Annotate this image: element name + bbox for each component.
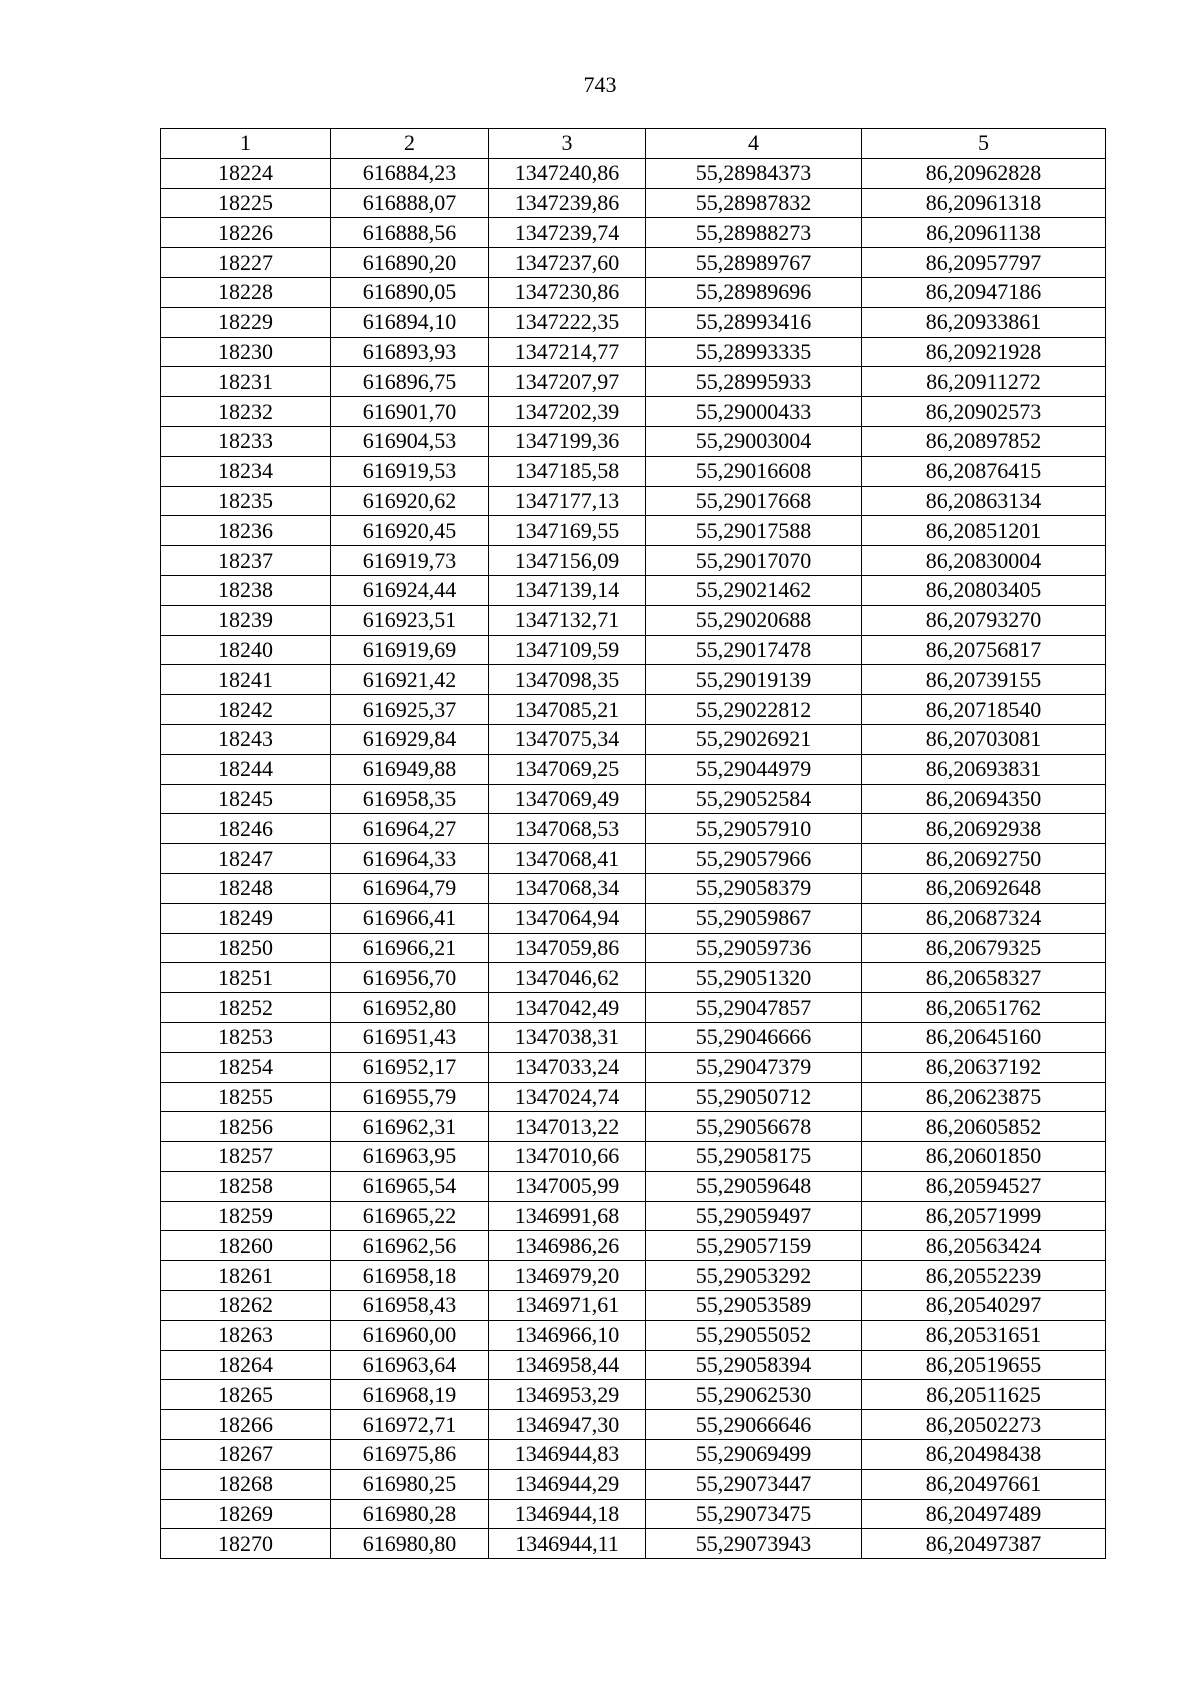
cell-point-number: 18226 xyxy=(161,218,331,248)
cell-longitude: 86,20718540 xyxy=(862,695,1106,725)
cell-latitude: 55,29059648 xyxy=(646,1171,862,1201)
cell-y-coordinate: 1347013,22 xyxy=(489,1112,646,1142)
cell-latitude: 55,29058175 xyxy=(646,1142,862,1172)
cell-x-coordinate: 616920,45 xyxy=(331,516,489,546)
table-row xyxy=(161,397,1106,427)
cell-point-number: 18258 xyxy=(161,1171,331,1201)
cell-x-coordinate: 616956,70 xyxy=(331,963,489,993)
cell-latitude: 55,29057966 xyxy=(646,844,862,874)
table-row xyxy=(161,426,1106,456)
table-row xyxy=(161,724,1106,754)
cell-latitude: 55,29047379 xyxy=(646,1052,862,1082)
cell-point-number: 18234 xyxy=(161,456,331,486)
cell-y-coordinate: 1347098,35 xyxy=(489,665,646,695)
cell-longitude: 86,20947186 xyxy=(862,277,1106,307)
cell-latitude: 55,29022812 xyxy=(646,695,862,725)
header-row xyxy=(161,129,1106,159)
table-row xyxy=(161,516,1106,546)
cell-y-coordinate: 1347202,39 xyxy=(489,397,646,427)
table-row xyxy=(161,605,1106,635)
cell-point-number: 18229 xyxy=(161,307,331,337)
cell-longitude: 86,20692750 xyxy=(862,844,1106,874)
cell-latitude: 55,28993335 xyxy=(646,337,862,367)
cell-latitude: 55,29020688 xyxy=(646,605,862,635)
cell-y-coordinate: 1347068,53 xyxy=(489,814,646,844)
cell-longitude: 86,20502273 xyxy=(862,1410,1106,1440)
table-row xyxy=(161,1469,1106,1499)
table-body xyxy=(161,158,1106,1558)
cell-y-coordinate: 1347230,86 xyxy=(489,277,646,307)
cell-point-number: 18259 xyxy=(161,1201,331,1231)
cell-point-number: 18250 xyxy=(161,933,331,963)
cell-x-coordinate: 616923,51 xyxy=(331,605,489,635)
cell-longitude: 86,20961138 xyxy=(862,218,1106,248)
cell-point-number: 18236 xyxy=(161,516,331,546)
cell-longitude: 86,20897852 xyxy=(862,426,1106,456)
cell-point-number: 18270 xyxy=(161,1529,331,1559)
cell-x-coordinate: 616975,86 xyxy=(331,1440,489,1470)
cell-y-coordinate: 1347222,35 xyxy=(489,307,646,337)
cell-longitude: 86,20540297 xyxy=(862,1291,1106,1321)
table-row xyxy=(161,873,1106,903)
cell-y-coordinate: 1347239,86 xyxy=(489,188,646,218)
cell-longitude: 86,20601850 xyxy=(862,1142,1106,1172)
cell-latitude: 55,29073475 xyxy=(646,1499,862,1529)
cell-y-coordinate: 1347132,71 xyxy=(489,605,646,635)
cell-y-coordinate: 1347038,31 xyxy=(489,1022,646,1052)
cell-x-coordinate: 616960,00 xyxy=(331,1320,489,1350)
cell-x-coordinate: 616952,80 xyxy=(331,993,489,1023)
cell-y-coordinate: 1347024,74 xyxy=(489,1082,646,1112)
cell-y-coordinate: 1347010,66 xyxy=(489,1142,646,1172)
cell-point-number: 18239 xyxy=(161,605,331,635)
cell-x-coordinate: 616890,20 xyxy=(331,248,489,278)
cell-longitude: 86,20902573 xyxy=(862,397,1106,427)
cell-longitude: 86,20921928 xyxy=(862,337,1106,367)
cell-longitude: 86,20679325 xyxy=(862,933,1106,963)
cell-point-number: 18253 xyxy=(161,1022,331,1052)
cell-longitude: 86,20511625 xyxy=(862,1380,1106,1410)
cell-y-coordinate: 1346953,29 xyxy=(489,1380,646,1410)
table-row xyxy=(161,1380,1106,1410)
table-row xyxy=(161,575,1106,605)
table-row xyxy=(161,1112,1106,1142)
cell-latitude: 55,29017588 xyxy=(646,516,862,546)
cell-latitude: 55,29053589 xyxy=(646,1291,862,1321)
cell-point-number: 18267 xyxy=(161,1440,331,1470)
cell-y-coordinate: 1346979,20 xyxy=(489,1261,646,1291)
cell-y-coordinate: 1346944,11 xyxy=(489,1529,646,1559)
cell-point-number: 18256 xyxy=(161,1112,331,1142)
cell-x-coordinate: 616963,95 xyxy=(331,1142,489,1172)
table-row xyxy=(161,486,1106,516)
cell-x-coordinate: 616901,70 xyxy=(331,397,489,427)
cell-y-coordinate: 1346966,10 xyxy=(489,1320,646,1350)
table-row xyxy=(161,963,1106,993)
cell-x-coordinate: 616966,41 xyxy=(331,903,489,933)
cell-point-number: 18237 xyxy=(161,546,331,576)
cell-x-coordinate: 616921,42 xyxy=(331,665,489,695)
cell-x-coordinate: 616890,05 xyxy=(331,277,489,307)
cell-y-coordinate: 1347069,25 xyxy=(489,754,646,784)
table-row xyxy=(161,1320,1106,1350)
cell-longitude: 86,20687324 xyxy=(862,903,1106,933)
cell-y-coordinate: 1347177,13 xyxy=(489,486,646,516)
cell-point-number: 18231 xyxy=(161,367,331,397)
cell-longitude: 86,20911272 xyxy=(862,367,1106,397)
cell-x-coordinate: 616924,44 xyxy=(331,575,489,605)
cell-y-coordinate: 1347042,49 xyxy=(489,993,646,1023)
cell-latitude: 55,29021462 xyxy=(646,575,862,605)
table-row xyxy=(161,248,1106,278)
cell-y-coordinate: 1347239,74 xyxy=(489,218,646,248)
cell-point-number: 18228 xyxy=(161,277,331,307)
cell-longitude: 86,20793270 xyxy=(862,605,1106,635)
cell-point-number: 18227 xyxy=(161,248,331,278)
cell-longitude: 86,20739155 xyxy=(862,665,1106,695)
cell-y-coordinate: 1347064,94 xyxy=(489,903,646,933)
table-row xyxy=(161,188,1106,218)
cell-x-coordinate: 616919,69 xyxy=(331,635,489,665)
cell-point-number: 18265 xyxy=(161,1380,331,1410)
cell-latitude: 55,29073447 xyxy=(646,1469,862,1499)
cell-longitude: 86,20703081 xyxy=(862,724,1106,754)
cell-y-coordinate: 1346958,44 xyxy=(489,1350,646,1380)
table-row xyxy=(161,1052,1106,1082)
table-row xyxy=(161,665,1106,695)
cell-latitude: 55,29053292 xyxy=(646,1261,862,1291)
table-row xyxy=(161,1440,1106,1470)
cell-x-coordinate: 616968,19 xyxy=(331,1380,489,1410)
cell-longitude: 86,20571999 xyxy=(862,1201,1106,1231)
cell-y-coordinate: 1347109,59 xyxy=(489,635,646,665)
cell-longitude: 86,20594527 xyxy=(862,1171,1106,1201)
cell-y-coordinate: 1347207,97 xyxy=(489,367,646,397)
cell-y-coordinate: 1347033,24 xyxy=(489,1052,646,1082)
cell-x-coordinate: 616896,75 xyxy=(331,367,489,397)
cell-latitude: 55,29016608 xyxy=(646,456,862,486)
cell-x-coordinate: 616965,54 xyxy=(331,1171,489,1201)
cell-longitude: 86,20651762 xyxy=(862,993,1106,1023)
cell-x-coordinate: 616888,56 xyxy=(331,218,489,248)
header-cell-2: 2 xyxy=(331,129,489,159)
cell-point-number: 18225 xyxy=(161,188,331,218)
cell-point-number: 18246 xyxy=(161,814,331,844)
cell-longitude: 86,20563424 xyxy=(862,1231,1106,1261)
cell-point-number: 18242 xyxy=(161,695,331,725)
cell-longitude: 86,20962828 xyxy=(862,158,1106,188)
table-row xyxy=(161,456,1106,486)
cell-x-coordinate: 616949,88 xyxy=(331,754,489,784)
cell-point-number: 18269 xyxy=(161,1499,331,1529)
cell-x-coordinate: 616972,71 xyxy=(331,1410,489,1440)
cell-latitude: 55,28993416 xyxy=(646,307,862,337)
table-row xyxy=(161,754,1106,784)
cell-longitude: 86,20605852 xyxy=(862,1112,1106,1142)
table-row xyxy=(161,993,1106,1023)
cell-latitude: 55,29057910 xyxy=(646,814,862,844)
cell-y-coordinate: 1347075,34 xyxy=(489,724,646,754)
cell-latitude: 55,29059867 xyxy=(646,903,862,933)
header-cell-5: 5 xyxy=(862,129,1106,159)
cell-y-coordinate: 1347005,99 xyxy=(489,1171,646,1201)
cell-point-number: 18243 xyxy=(161,724,331,754)
cell-longitude: 86,20552239 xyxy=(862,1261,1106,1291)
table-row xyxy=(161,933,1106,963)
table-row xyxy=(161,1529,1106,1559)
cell-latitude: 55,28987832 xyxy=(646,188,862,218)
cell-longitude: 86,20519655 xyxy=(862,1350,1106,1380)
table-row xyxy=(161,1201,1106,1231)
cell-x-coordinate: 616962,56 xyxy=(331,1231,489,1261)
cell-latitude: 55,29017478 xyxy=(646,635,862,665)
cell-x-coordinate: 616888,07 xyxy=(331,188,489,218)
cell-longitude: 86,20851201 xyxy=(862,516,1106,546)
table-row xyxy=(161,1410,1106,1440)
cell-y-coordinate: 1347068,34 xyxy=(489,873,646,903)
cell-latitude: 55,29046666 xyxy=(646,1022,862,1052)
cell-point-number: 18254 xyxy=(161,1052,331,1082)
cell-y-coordinate: 1347046,62 xyxy=(489,963,646,993)
cell-y-coordinate: 1346944,29 xyxy=(489,1469,646,1499)
cell-point-number: 18263 xyxy=(161,1320,331,1350)
cell-x-coordinate: 616965,22 xyxy=(331,1201,489,1231)
coordinates-table xyxy=(160,128,1106,1559)
cell-y-coordinate: 1347156,09 xyxy=(489,546,646,576)
cell-x-coordinate: 616958,43 xyxy=(331,1291,489,1321)
cell-latitude: 55,28989767 xyxy=(646,248,862,278)
cell-x-coordinate: 616980,80 xyxy=(331,1529,489,1559)
cell-latitude: 55,29051320 xyxy=(646,963,862,993)
cell-longitude: 86,20692938 xyxy=(862,814,1106,844)
header-cell-4: 4 xyxy=(646,129,862,159)
cell-longitude: 86,20497387 xyxy=(862,1529,1106,1559)
cell-longitude: 86,20693831 xyxy=(862,754,1106,784)
table-row xyxy=(161,695,1106,725)
cell-longitude: 86,20498438 xyxy=(862,1440,1106,1470)
cell-y-coordinate: 1347085,21 xyxy=(489,695,646,725)
cell-y-coordinate: 1346944,18 xyxy=(489,1499,646,1529)
cell-point-number: 18261 xyxy=(161,1261,331,1291)
table-row xyxy=(161,307,1106,337)
cell-x-coordinate: 616884,23 xyxy=(331,158,489,188)
table-row xyxy=(161,1291,1106,1321)
cell-latitude: 55,29062530 xyxy=(646,1380,862,1410)
cell-point-number: 18230 xyxy=(161,337,331,367)
cell-x-coordinate: 616925,37 xyxy=(331,695,489,725)
table-row xyxy=(161,367,1106,397)
cell-latitude: 55,29058394 xyxy=(646,1350,862,1380)
cell-latitude: 55,29026921 xyxy=(646,724,862,754)
cell-latitude: 55,28989696 xyxy=(646,277,862,307)
cell-x-coordinate: 616964,27 xyxy=(331,814,489,844)
cell-point-number: 18262 xyxy=(161,1291,331,1321)
table-row xyxy=(161,635,1106,665)
cell-point-number: 18241 xyxy=(161,665,331,695)
cell-longitude: 86,20637192 xyxy=(862,1052,1106,1082)
cell-latitude: 55,29000433 xyxy=(646,397,862,427)
cell-y-coordinate: 1346944,83 xyxy=(489,1440,646,1470)
page-number: 743 xyxy=(583,72,617,97)
cell-longitude: 86,20497489 xyxy=(862,1499,1106,1529)
cell-y-coordinate: 1347185,58 xyxy=(489,456,646,486)
cell-x-coordinate: 616893,93 xyxy=(331,337,489,367)
cell-longitude: 86,20933861 xyxy=(862,307,1106,337)
cell-x-coordinate: 616894,10 xyxy=(331,307,489,337)
cell-point-number: 18252 xyxy=(161,993,331,1023)
cell-y-coordinate: 1347237,60 xyxy=(489,248,646,278)
cell-longitude: 86,20531651 xyxy=(862,1320,1106,1350)
cell-longitude: 86,20658327 xyxy=(862,963,1106,993)
header-cell-1: 1 xyxy=(161,129,331,159)
cell-point-number: 18255 xyxy=(161,1082,331,1112)
cell-x-coordinate: 616904,53 xyxy=(331,426,489,456)
cell-y-coordinate: 1347059,86 xyxy=(489,933,646,963)
table-row xyxy=(161,844,1106,874)
cell-y-coordinate: 1347069,49 xyxy=(489,784,646,814)
table-row xyxy=(161,1022,1106,1052)
cell-point-number: 18245 xyxy=(161,784,331,814)
cell-point-number: 18248 xyxy=(161,873,331,903)
cell-point-number: 18268 xyxy=(161,1469,331,1499)
table-row xyxy=(161,903,1106,933)
cell-x-coordinate: 616920,62 xyxy=(331,486,489,516)
table-row xyxy=(161,1499,1106,1529)
table-row xyxy=(161,218,1106,248)
cell-latitude: 55,29050712 xyxy=(646,1082,862,1112)
cell-x-coordinate: 616980,25 xyxy=(331,1469,489,1499)
table-row xyxy=(161,1261,1106,1291)
cell-longitude: 86,20497661 xyxy=(862,1469,1106,1499)
cell-latitude: 55,28988273 xyxy=(646,218,862,248)
cell-longitude: 86,20623875 xyxy=(862,1082,1106,1112)
table-row xyxy=(161,277,1106,307)
cell-y-coordinate: 1347199,36 xyxy=(489,426,646,456)
cell-latitude: 55,29058379 xyxy=(646,873,862,903)
table-row xyxy=(161,546,1106,576)
cell-x-coordinate: 616955,79 xyxy=(331,1082,489,1112)
cell-x-coordinate: 616958,35 xyxy=(331,784,489,814)
cell-point-number: 18235 xyxy=(161,486,331,516)
cell-latitude: 55,29059497 xyxy=(646,1201,862,1231)
table-row xyxy=(161,1350,1106,1380)
cell-x-coordinate: 616919,73 xyxy=(331,546,489,576)
cell-longitude: 86,20961318 xyxy=(862,188,1106,218)
cell-y-coordinate: 1347214,77 xyxy=(489,337,646,367)
cell-point-number: 18244 xyxy=(161,754,331,784)
cell-x-coordinate: 616929,84 xyxy=(331,724,489,754)
cell-y-coordinate: 1347169,55 xyxy=(489,516,646,546)
cell-longitude: 86,20876415 xyxy=(862,456,1106,486)
cell-longitude: 86,20756817 xyxy=(862,635,1106,665)
cell-latitude: 55,29069499 xyxy=(646,1440,862,1470)
cell-point-number: 18233 xyxy=(161,426,331,456)
cell-latitude: 55,29047857 xyxy=(646,993,862,1023)
cell-latitude: 55,28984373 xyxy=(646,158,862,188)
cell-point-number: 18232 xyxy=(161,397,331,427)
cell-latitude: 55,28995933 xyxy=(646,367,862,397)
cell-x-coordinate: 616964,33 xyxy=(331,844,489,874)
cell-longitude: 86,20645160 xyxy=(862,1022,1106,1052)
cell-latitude: 55,29066646 xyxy=(646,1410,862,1440)
cell-point-number: 18251 xyxy=(161,963,331,993)
cell-point-number: 18257 xyxy=(161,1142,331,1172)
cell-y-coordinate: 1347139,14 xyxy=(489,575,646,605)
cell-latitude: 55,29057159 xyxy=(646,1231,862,1261)
cell-point-number: 18266 xyxy=(161,1410,331,1440)
cell-point-number: 18240 xyxy=(161,635,331,665)
table-header xyxy=(161,129,1106,159)
cell-x-coordinate: 616952,17 xyxy=(331,1052,489,1082)
cell-latitude: 55,29017070 xyxy=(646,546,862,576)
cell-latitude: 55,29073943 xyxy=(646,1529,862,1559)
cell-point-number: 18260 xyxy=(161,1231,331,1261)
cell-point-number: 18224 xyxy=(161,158,331,188)
cell-y-coordinate: 1347068,41 xyxy=(489,844,646,874)
cell-latitude: 55,29055052 xyxy=(646,1320,862,1350)
cell-longitude: 86,20803405 xyxy=(862,575,1106,605)
table-row xyxy=(161,1082,1106,1112)
cell-longitude: 86,20957797 xyxy=(862,248,1106,278)
cell-y-coordinate: 1346971,61 xyxy=(489,1291,646,1321)
cell-y-coordinate: 1346986,26 xyxy=(489,1231,646,1261)
cell-latitude: 55,29017668 xyxy=(646,486,862,516)
cell-point-number: 18247 xyxy=(161,844,331,874)
cell-y-coordinate: 1346947,30 xyxy=(489,1410,646,1440)
cell-longitude: 86,20863134 xyxy=(862,486,1106,516)
table-row xyxy=(161,1171,1106,1201)
cell-latitude: 55,29056678 xyxy=(646,1112,862,1142)
cell-point-number: 18249 xyxy=(161,903,331,933)
table-row xyxy=(161,1231,1106,1261)
table-row xyxy=(161,1142,1106,1172)
cell-x-coordinate: 616919,53 xyxy=(331,456,489,486)
cell-x-coordinate: 616964,79 xyxy=(331,873,489,903)
cell-point-number: 18238 xyxy=(161,575,331,605)
cell-latitude: 55,29003004 xyxy=(646,426,862,456)
cell-x-coordinate: 616962,31 xyxy=(331,1112,489,1142)
cell-longitude: 86,20694350 xyxy=(862,784,1106,814)
cell-x-coordinate: 616963,64 xyxy=(331,1350,489,1380)
cell-y-coordinate: 1347240,86 xyxy=(489,158,646,188)
header-cell-3: 3 xyxy=(489,129,646,159)
table-row xyxy=(161,337,1106,367)
cell-x-coordinate: 616951,43 xyxy=(331,1022,489,1052)
cell-latitude: 55,29044979 xyxy=(646,754,862,784)
cell-latitude: 55,29052584 xyxy=(646,784,862,814)
cell-longitude: 86,20830004 xyxy=(862,546,1106,576)
cell-x-coordinate: 616980,28 xyxy=(331,1499,489,1529)
table-row xyxy=(161,784,1106,814)
cell-x-coordinate: 616958,18 xyxy=(331,1261,489,1291)
cell-longitude: 86,20692648 xyxy=(862,873,1106,903)
cell-latitude: 55,29059736 xyxy=(646,933,862,963)
table-row xyxy=(161,814,1106,844)
cell-latitude: 55,29019139 xyxy=(646,665,862,695)
table-row xyxy=(161,158,1106,188)
cell-point-number: 18264 xyxy=(161,1350,331,1380)
cell-x-coordinate: 616966,21 xyxy=(331,933,489,963)
cell-y-coordinate: 1346991,68 xyxy=(489,1201,646,1231)
